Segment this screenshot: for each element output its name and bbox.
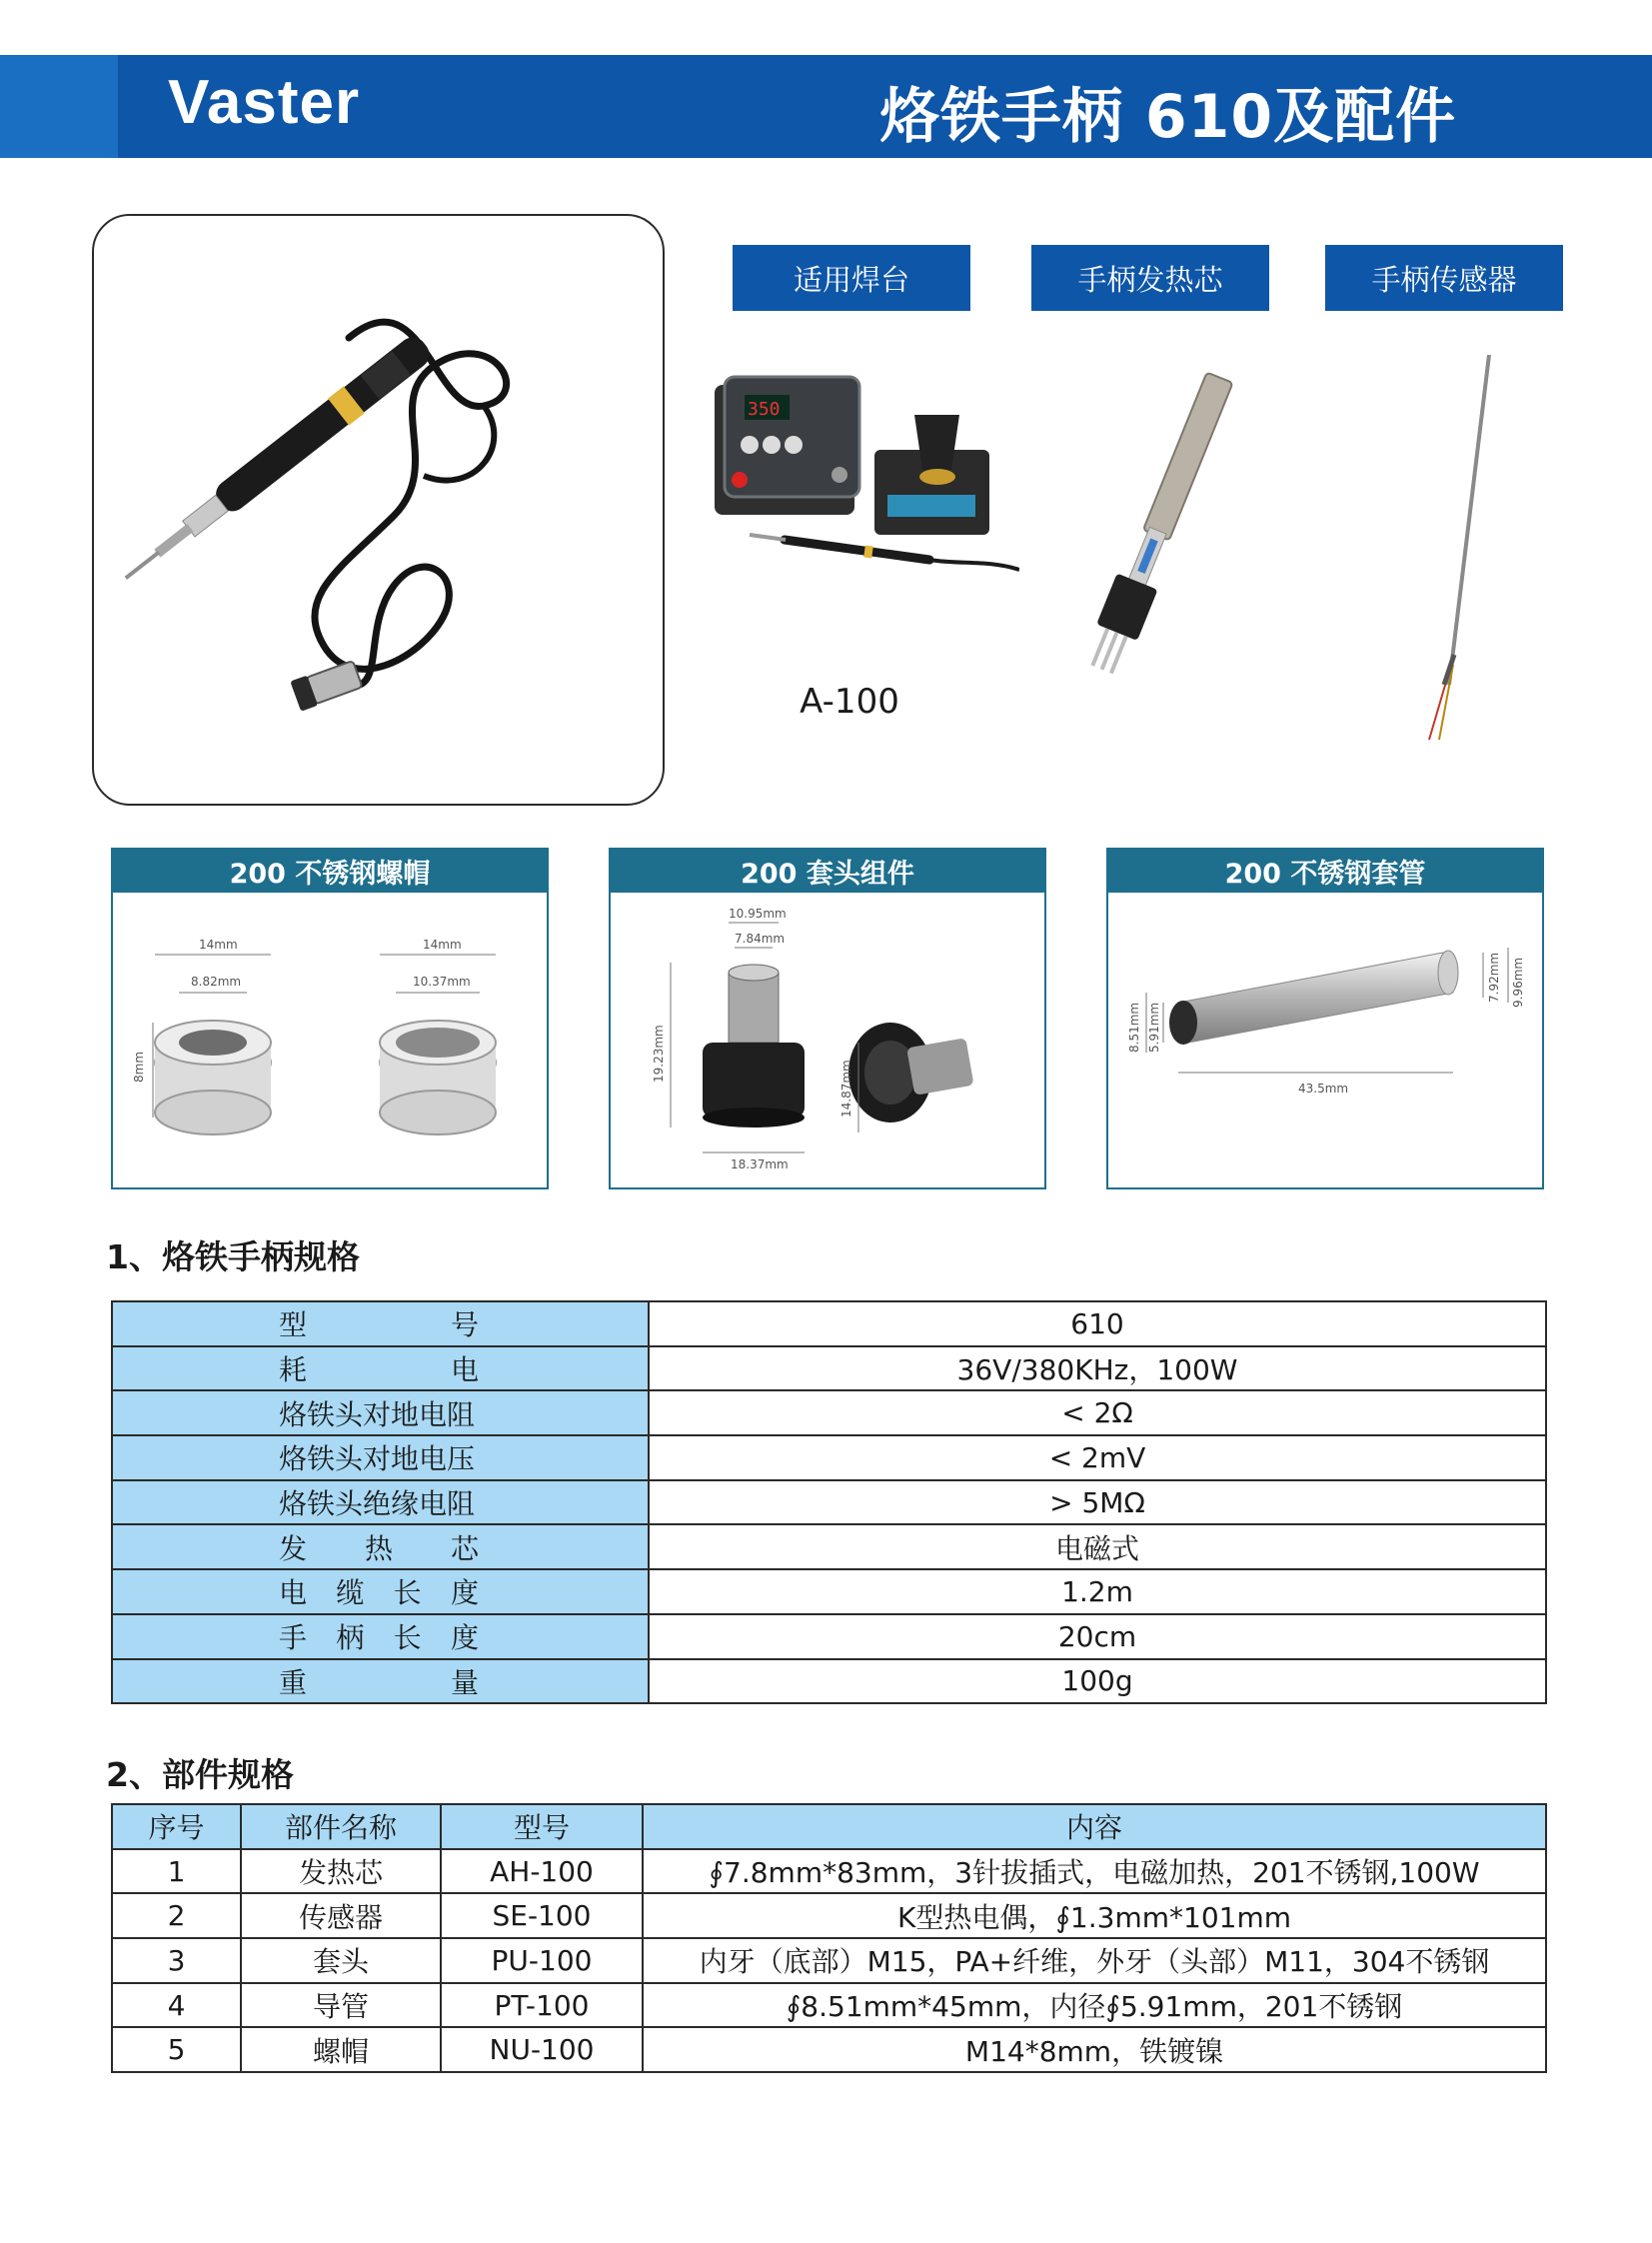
col-header-index: 序号 [112, 1804, 241, 1849]
part-content: 内牙（底部）M15，PA+纤维，外牙（头部）M11，304不锈钢 [643, 1938, 1546, 1983]
spec-label-cell [112, 1480, 649, 1525]
spec-label: 烙铁头对地电阻 [279, 1397, 476, 1431]
part-name: 传感器 [241, 1893, 441, 1938]
spec-label: 型号 [279, 1308, 479, 1342]
station-display-reading: 350 [748, 399, 781, 420]
spec-label: 烙铁头绝缘电阻 [279, 1487, 476, 1521]
header-accent-bar [0, 55, 118, 158]
table-row [112, 1480, 1546, 1525]
part-spec-table [111, 1803, 1547, 2073]
part-model: PT-100 [441, 1983, 643, 2028]
spec-label-cell [112, 1301, 649, 1346]
page-title: 烙铁手柄 610及配件 [879, 82, 1457, 152]
col-header-model: 型号 [441, 1804, 643, 1849]
dim-sleeve-base: 18.37mm [731, 1157, 789, 1171]
table-row [112, 1435, 1546, 1480]
dim-sleeve-side: 14.87mm [839, 1060, 853, 1118]
part-model: AH-100 [441, 1849, 643, 1894]
part-model: PU-100 [441, 1938, 643, 1983]
part-name: 发热芯 [241, 1849, 441, 1894]
sensor-photo [1339, 355, 1539, 745]
page-header [0, 55, 1652, 158]
part-name: 螺帽 [241, 2027, 441, 2072]
section-title-part-spec: 2、部件规格 [106, 1755, 294, 1794]
handle-spec-table [111, 1300, 1547, 1704]
dim-sleeve-top-outer: 10.95mm [729, 907, 787, 921]
heating-core-photo [1044, 360, 1259, 720]
part-model: NU-100 [441, 2027, 643, 2072]
table-row [112, 1938, 1546, 1983]
table-row [112, 1659, 1546, 1704]
spec-label: 电缆长度 [279, 1576, 479, 1610]
part-model: SE-100 [441, 1893, 643, 1938]
dim-tube-tail-inner: 7.92mm [1487, 952, 1501, 1003]
station-model-label: A-100 [800, 682, 899, 722]
part-name: 套头 [241, 1938, 441, 1983]
spec-label: 发热芯 [279, 1531, 479, 1565]
tab-handle-sensor[interactable]: 手柄传感器 [1325, 245, 1563, 311]
spec-value: < 2mV [649, 1435, 1546, 1480]
col-header-content: 内容 [643, 1804, 1546, 1849]
spec-label: 手柄长度 [279, 1621, 479, 1655]
section-title-handle-spec: 1、烙铁手柄规格 [106, 1237, 360, 1276]
part-index: 3 [112, 1938, 241, 1983]
spec-label-cell [112, 1569, 649, 1614]
spec-value: < 2Ω [649, 1390, 1546, 1435]
brand-name: Vaster [168, 68, 361, 137]
spec-value: 610 [649, 1301, 1546, 1346]
table-row [112, 1614, 1546, 1659]
spec-label-cell [112, 1346, 649, 1391]
spec-label-cell [112, 1614, 649, 1659]
table-header-row [112, 1804, 1546, 1849]
spec-value: 电磁式 [649, 1524, 1546, 1569]
spec-value: 100g [649, 1659, 1546, 1704]
table-row [112, 1849, 1546, 1894]
spec-label-cell [112, 1659, 649, 1704]
dim-nut-inner-b: 10.37mm [413, 975, 471, 989]
table-row [112, 2027, 1546, 2072]
table-row [112, 1390, 1546, 1435]
part-content: ∮8.51mm*45mm，内径∮5.91mm，201不锈钢 [643, 1983, 1546, 2028]
part-index: 2 [112, 1893, 241, 1938]
part-content: ∮7.8mm*83mm，3针拔插式，电磁加热，201不锈钢,100W [643, 1849, 1546, 1894]
dim-nut-outer-a: 14mm [199, 938, 238, 952]
dim-nut-height: 8mm [132, 1051, 146, 1083]
soldering-handle-photo [92, 214, 665, 806]
spec-label: 重量 [279, 1665, 479, 1699]
spec-label: 耗电 [279, 1353, 479, 1387]
col-header-part-name: 部件名称 [241, 1804, 441, 1849]
dim-tube-outer: 8.51mm [1127, 1002, 1141, 1053]
table-row [112, 1983, 1546, 2028]
dim-tube-tail-outer: 9.96mm [1511, 957, 1525, 1008]
part-name: 导管 [241, 1983, 441, 2028]
part-content: K型热电偶，∮1.3mm*101mm [643, 1893, 1546, 1938]
dim-tube-length: 43.5mm [1298, 1082, 1349, 1096]
spec-label-cell [112, 1390, 649, 1435]
tab-heating-core[interactable]: 手柄发热芯 [1031, 245, 1269, 311]
accessory-title: 200 不锈钢螺帽 [113, 850, 547, 893]
table-row [112, 1893, 1546, 1938]
spec-label: 烙铁头对地电压 [279, 1442, 476, 1476]
spec-value: 20cm [649, 1614, 1546, 1659]
dim-nut-inner-a: 8.82mm [191, 975, 242, 989]
tab-compatible-station[interactable]: 适用焊台 [733, 245, 970, 311]
accessory-title: 200 不锈钢套管 [1108, 850, 1542, 893]
part-index: 4 [112, 1983, 241, 2028]
dim-nut-outer-b: 14mm [423, 938, 462, 952]
soldering-station-photo [690, 355, 1019, 635]
spec-value: > 5MΩ [649, 1480, 1546, 1525]
accessory-title: 200 套头组件 [611, 850, 1044, 893]
dim-sleeve-height: 19.23mm [652, 1025, 666, 1083]
part-content: M14*8mm，铁镀镍 [643, 2027, 1546, 2072]
part-index: 5 [112, 2027, 241, 2072]
dim-sleeve-top-inner: 7.84mm [735, 932, 786, 946]
spec-value: 36V/380KHz，100W [649, 1346, 1546, 1391]
table-row [112, 1524, 1546, 1569]
table-row [112, 1569, 1546, 1614]
table-row [112, 1301, 1546, 1346]
spec-label-cell [112, 1524, 649, 1569]
spec-label-cell [112, 1435, 649, 1480]
accessory-panel-nut [111, 848, 549, 1189]
accessory-panel-tube [1106, 848, 1544, 1189]
accessory-panel-sleeve-assembly [609, 848, 1046, 1189]
spec-value: 1.2m [649, 1569, 1546, 1614]
dim-tube-inner: 5.91mm [1147, 1002, 1161, 1053]
part-index: 1 [112, 1849, 241, 1894]
table-row [112, 1346, 1546, 1391]
